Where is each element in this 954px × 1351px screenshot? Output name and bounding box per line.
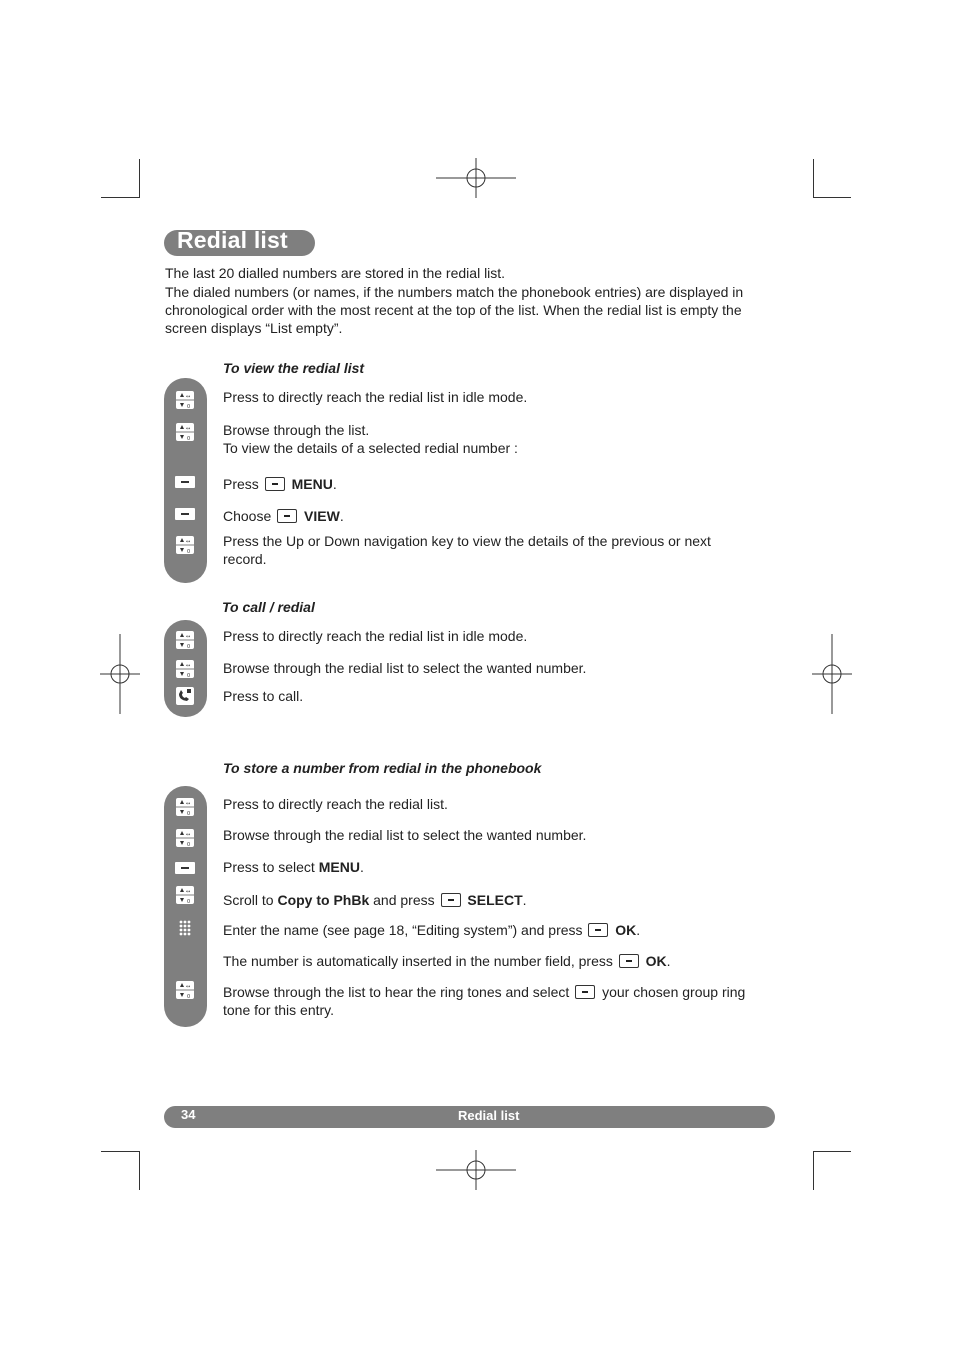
softkey-icon: [174, 858, 196, 878]
softkey-icon: [277, 509, 297, 523]
store-step-2: Browse through the redial list to select the wanted number.: [223, 827, 587, 843]
crop-mark: [101, 197, 140, 198]
navigation-key-icon: [175, 390, 195, 410]
store-step-7-prefix: Browse through the list to hear the ring tones and select: [223, 984, 570, 1000]
ok-key-label: OK: [645, 953, 667, 969]
svg-text:0: 0: [187, 842, 191, 848]
navigation-key-icon: [175, 980, 195, 1000]
view-step-3: Press MENU.: [223, 476, 337, 492]
view-step-2a: Browse through the list.: [223, 422, 370, 438]
store-step-5: Enter the name (see page 18, “Editing system”) and press OK.: [223, 922, 641, 938]
navigation-key-icon: [175, 422, 195, 442]
svg-text:↔: ↔: [186, 394, 191, 400]
store-step-6-prefix: The number is automatically inserted in the number field, press: [223, 953, 613, 969]
intro-paragraph-1: The last 20 dialled numbers are stored in the redial list.: [165, 265, 506, 281]
section-heading-store: To store a number from redial in the phonebook: [223, 760, 542, 776]
page-title: Redial list: [177, 227, 288, 253]
navigation-key-icon: [175, 885, 195, 905]
crop-mark: [139, 159, 140, 198]
registration-mark-icon: [436, 158, 516, 198]
navigation-key-icon: [175, 659, 195, 679]
call-step-1: Press to directly reach the redial list in idle mode.: [223, 628, 528, 644]
crop-mark: [101, 1151, 140, 1152]
softkey-icon: [174, 472, 196, 492]
registration-mark-icon: [812, 634, 852, 714]
view-step-4-prefix: Choose: [223, 508, 272, 524]
crop-mark: [813, 159, 814, 198]
svg-text:↔: ↔: [186, 663, 191, 669]
softkey-icon: [588, 923, 608, 937]
svg-text:0: 0: [187, 673, 191, 679]
view-step-2b: To view the details of a selected redial number :: [223, 440, 518, 456]
menu-key-label: MENU: [318, 859, 360, 875]
call-step-2: Browse through the redial list to select the wanted number.: [223, 660, 587, 676]
section-heading-view: To view the redial list: [223, 360, 365, 376]
store-step-5-prefix: Enter the name (see page 18, “Editing system”) and press: [223, 922, 583, 938]
page-number: 34: [181, 1107, 196, 1122]
svg-text:↔: ↔: [186, 889, 191, 895]
navigation-key-icon: [175, 535, 195, 555]
crop-mark: [139, 1151, 140, 1190]
view-step-1: Press to directly reach the redial list in idle mode.: [223, 389, 528, 405]
store-step-3-prefix: Press to select: [223, 859, 315, 875]
svg-text:0: 0: [187, 644, 191, 650]
store-step-6: The number is automatically inserted in the number field, press OK.: [223, 953, 671, 969]
footer-title: Redial list: [458, 1108, 520, 1123]
store-step-4-mid: and press: [373, 892, 435, 908]
svg-text:0: 0: [187, 549, 191, 555]
ok-key-label: OK: [615, 922, 637, 938]
svg-text:↔: ↔: [186, 426, 191, 432]
svg-text:0: 0: [187, 899, 191, 905]
view-key-label: VIEW: [304, 508, 340, 524]
svg-text:↔: ↔: [186, 984, 191, 990]
softkey-icon: [265, 477, 285, 491]
copy-to-phbk-label: Copy to PhBk: [277, 892, 370, 908]
svg-text:0: 0: [187, 404, 191, 410]
softkey-icon: [441, 893, 461, 907]
store-step-4: Scroll to Copy to PhBk and press SELECT.: [223, 892, 527, 908]
view-step-4: Choose VIEW.: [223, 508, 344, 524]
svg-text:↔: ↔: [186, 801, 191, 807]
section-heading-call: To call / redial: [222, 599, 315, 615]
svg-text:0: 0: [187, 436, 191, 442]
navigation-key-icon: [175, 828, 195, 848]
svg-text:↔: ↔: [186, 634, 191, 640]
svg-text:0: 0: [187, 994, 191, 1000]
store-step-7-suffix: your chosen group ring tone for this entry.: [223, 984, 746, 1018]
store-step-1: Press to directly reach the redial list.: [223, 796, 448, 812]
view-step-5: Press the Up or Down navigation key to view the details of the previous or next record.: [223, 533, 711, 567]
store-step-4-prefix: Scroll to: [223, 892, 274, 908]
svg-text:0: 0: [187, 811, 191, 817]
crop-mark: [813, 1151, 851, 1152]
svg-text:↔: ↔: [186, 539, 191, 545]
call-key-icon: [175, 686, 195, 706]
select-key-label: SELECT: [467, 892, 523, 908]
registration-mark-icon: [436, 1150, 516, 1190]
menu-key-label: MENU: [291, 476, 333, 492]
intro-paragraph-2: The dialed numbers (or names, if the numbers match the phonebook entries) are displayed in chronological order with the most recent at the top of the list. When the redial list is empty the screen displays “List empty”.: [165, 284, 744, 336]
crop-mark: [813, 197, 851, 198]
crop-mark: [813, 1151, 814, 1190]
store-step-3: Press to select MENU.: [223, 859, 364, 875]
softkey-icon: [575, 985, 595, 999]
registration-mark-icon: [100, 634, 140, 714]
keypad-icon: [175, 918, 195, 938]
softkey-icon: [619, 954, 639, 968]
store-step-7: [223, 983, 768, 1019]
svg-text:↔: ↔: [186, 832, 191, 838]
view-step-3-prefix: Press: [223, 476, 259, 492]
navigation-key-icon: [175, 797, 195, 817]
navigation-key-icon: [175, 630, 195, 650]
softkey-icon: [174, 504, 196, 524]
call-step-3: Press to call.: [223, 688, 304, 704]
